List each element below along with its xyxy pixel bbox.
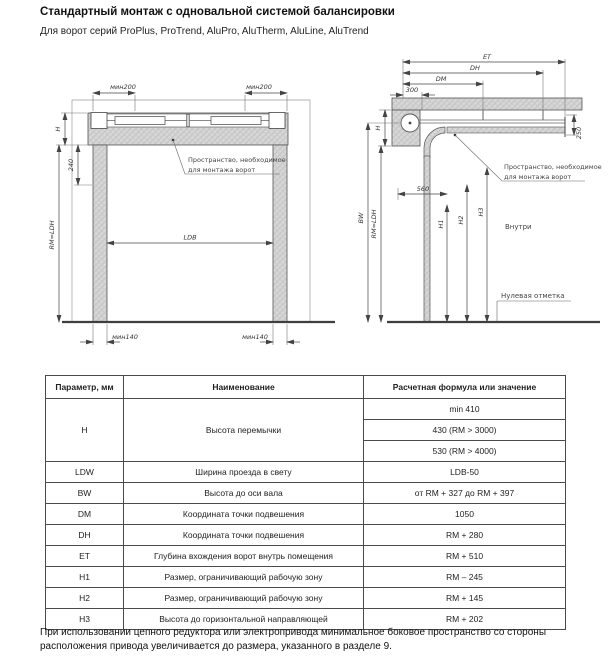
table-header-row [46, 376, 566, 399]
name-cell: Глубина вхождения ворот внутрь помещения [124, 546, 364, 567]
dim-dh: DH [470, 64, 480, 72]
dim-250: 250 [575, 126, 583, 140]
dim-h2: H2 [457, 215, 465, 225]
page-title: Стандартный монтаж с одновальной системой балансировки [40, 6, 395, 18]
dim-rm-ldh-side: RM=LDH [370, 209, 378, 239]
param-cell: DM [46, 504, 124, 525]
param-cell: BW [46, 483, 124, 504]
dim-min200-left: мин200 [110, 83, 136, 91]
param-cell: ET [46, 546, 124, 567]
dim-h3: H3 [477, 207, 485, 217]
table-row [46, 525, 566, 546]
table-row [46, 546, 566, 567]
value-cell: RM + 280 [364, 525, 566, 546]
name-cell: Высота до горизонтальной направляющей [124, 609, 364, 630]
dim-bw: BW [357, 212, 365, 224]
front-note-line1: Пространство, необходимое [188, 156, 286, 164]
dim-dm: DM [435, 75, 447, 83]
side-note-line2: для монтажа ворот [504, 173, 572, 181]
dim-300: 300 [405, 86, 419, 94]
dim-rm-ldh-front: RM=LDH [48, 220, 56, 250]
value-cell: RM + 202 [364, 609, 566, 630]
dim-h-front: H [54, 126, 62, 132]
value-cell: RM – 245 [364, 567, 566, 588]
dim-min200-right: мин200 [246, 83, 272, 91]
door-curve-section [424, 127, 445, 158]
page-subtitle: Для ворот серий ProPlus, ProTrend, AluPro, AluTherm, AluLine, AluTrend [40, 26, 369, 37]
table-row [46, 399, 566, 420]
table-row [46, 504, 566, 525]
dim-min140-right: мин140 [242, 333, 268, 341]
value-cell: 430 (RM > 3000) [364, 420, 566, 441]
name-cell: Высота до оси вала [124, 483, 364, 504]
footer-note: При использовании цепного редуктора или электропривода минимальное боковое пространство со стороны расположения привода увеличивается до размера, указанного в разделе 9. [40, 627, 547, 652]
dim-560: 560 [416, 185, 430, 193]
col-header-formula: Расчетная формула или значение [364, 376, 566, 399]
value-cell: RM + 145 [364, 588, 566, 609]
table-row [46, 588, 566, 609]
name-cell: Размер, ограничивающий рабочую зону [124, 588, 364, 609]
param-cell: LDW [46, 462, 124, 483]
value-cell: 1050 [364, 504, 566, 525]
param-cell: H3 [46, 609, 124, 630]
bearing-plate-left [91, 113, 107, 129]
value-cell: 530 (RM > 4000) [364, 441, 566, 462]
table-row [46, 567, 566, 588]
shaft-coupling [187, 115, 190, 127]
front-left-column [93, 145, 107, 322]
name-cell: Размер, ограничивающий рабочую зону [124, 567, 364, 588]
bearing-plate-right [269, 113, 285, 129]
front-right-column [273, 145, 287, 322]
name-cell: Высота перемычки [124, 399, 364, 462]
param-cell: H2 [46, 588, 124, 609]
name-cell: Ширина проезда в свету [124, 462, 364, 483]
torsion-spring-left [115, 117, 165, 125]
col-header-name: Наименование [124, 376, 364, 399]
front-view-diagram [48, 83, 335, 345]
dim-h-side: H [374, 125, 382, 131]
name-cell: Координата точки подвешения [124, 525, 364, 546]
torsion-spring-right [211, 117, 261, 125]
table-row [46, 462, 566, 483]
value-cell: от RM + 327 до RM + 397 [364, 483, 566, 504]
side-view-diagram [357, 53, 602, 322]
dim-240: 240 [67, 158, 75, 172]
inside-label: Внутри [505, 223, 532, 231]
side-ceiling-slab [392, 98, 582, 110]
shaft-center-dot [409, 122, 412, 125]
param-cell: H1 [46, 567, 124, 588]
value-cell: RM + 510 [364, 546, 566, 567]
col-header-parameter: Параметр, мм [46, 376, 124, 399]
door-leaf-horizontal [447, 127, 565, 133]
installation-diagrams [35, 48, 610, 373]
dim-ldb: LDB [183, 233, 197, 242]
front-note-line2: для монтажа ворот [188, 166, 256, 174]
name-cell: Координата точки подвешения [124, 504, 364, 525]
dim-et: ET [482, 53, 492, 61]
param-cell: DH [46, 525, 124, 546]
value-cell: min 410 [364, 399, 566, 420]
door-leaf-vertical [424, 156, 430, 322]
parameters-table [45, 375, 566, 630]
zero-mark-label: Нулевая отметка [501, 292, 565, 300]
side-note-line1: Пространство, необходимое [504, 163, 602, 171]
table-row [46, 483, 566, 504]
dim-h1: H1 [437, 219, 445, 229]
param-cell: H [46, 399, 124, 462]
dim-min140-left: мин140 [112, 333, 138, 341]
value-cell: LDB-50 [364, 462, 566, 483]
